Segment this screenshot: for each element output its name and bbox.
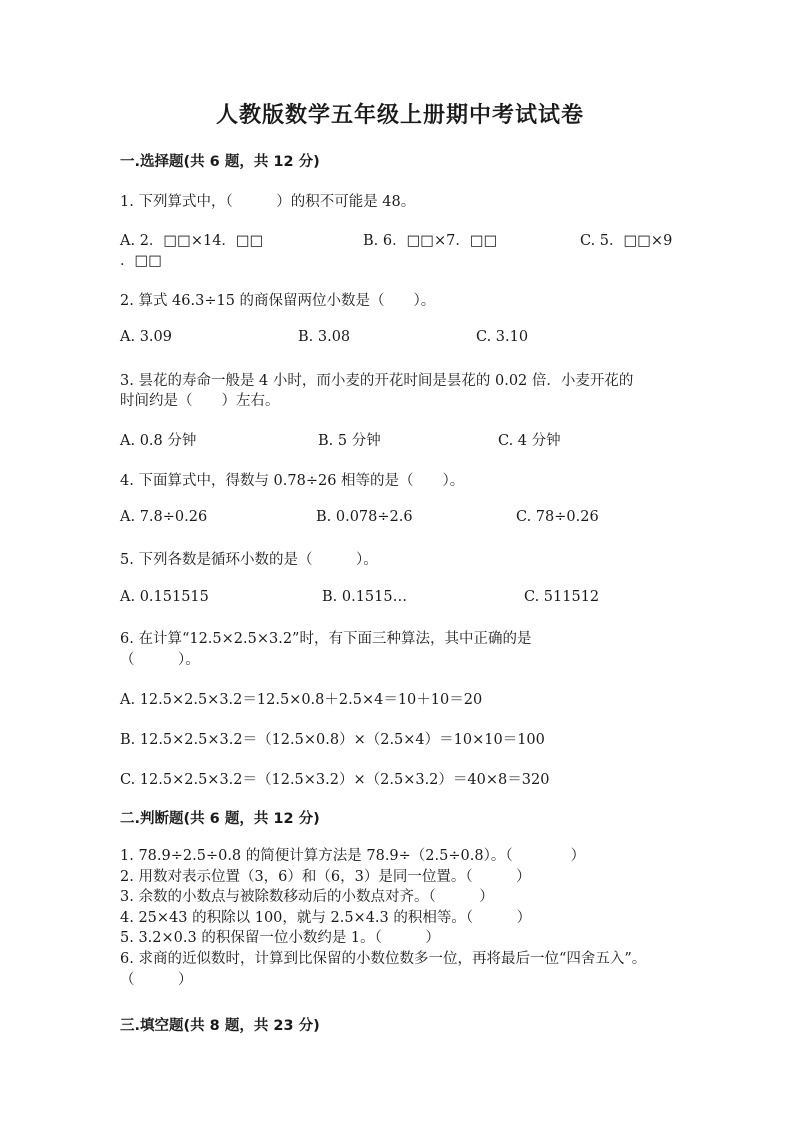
question-1-option-a: A. 2．□□×14．□□ <box>120 233 264 249</box>
question-1-stem: 1. 下列算式中，（ ）的积不可能是 48。 <box>120 194 416 210</box>
question-1-option-c: C. 5．□□×9 <box>580 233 673 249</box>
question-3-stem-line-1: 3. 昙花的寿命一般是 4 小时，而小麦的开花时间是昙花的 0.02 倍．小麦开花的 <box>120 373 634 389</box>
question-6-option-a: A. 12.5×2.5×3.2＝12.5×0.8＋2.5×4＝10＋10＝20 <box>120 692 483 708</box>
section-heading-fill: 三.填空题(共 8 题，共 23 分) <box>120 1018 320 1034</box>
question-4-option-c: C. 78÷0.26 <box>516 509 599 525</box>
question-1-option-c-continued: ．□□ <box>120 253 162 269</box>
question-4-option-a: A. 7.8÷0.26 <box>120 509 208 525</box>
judge-question-4: 4. 25×43 的积除以 100，就与 2.5×4.3 的积相等。（ ） <box>120 909 532 926</box>
question-2-option-c: C. 3.10 <box>476 329 529 345</box>
question-5-option-c: C. 511512 <box>524 589 600 605</box>
judge-question-list <box>120 846 690 990</box>
question-1-option-b: B. 6．□□×7．□□ <box>363 233 498 249</box>
question-3-stem-line-2: 时间约是（ ）左右。 <box>120 393 280 409</box>
section-heading-choice: 一.选择题(共 6 题，共 12 分) <box>120 154 320 170</box>
question-6-stem-line-1: 6. 在计算“12.5×2.5×3.2”时，有下面三种算法，其中正确的是 <box>120 631 532 647</box>
judge-question-2: 2. 用数对表示位置（3，6）和（6，3）是同一位置。（ ） <box>120 868 531 885</box>
question-2-option-b: B. 3.08 <box>298 329 351 345</box>
section-heading-judge: 二.判断题(共 6 题，共 12 分) <box>120 811 320 827</box>
question-4-stem: 4. 下面算式中，得数与 0.78÷26 相等的是（ ）。 <box>120 473 465 489</box>
question-2-stem: 2. 算式 46.3÷15 的商保留两位小数是（ ）。 <box>120 293 436 309</box>
question-6-stem-line-2: （ ）。 <box>120 652 200 668</box>
judge-question-3: 3. 余数的小数点与被除数移动后的小数点对齐。（ ） <box>120 889 494 906</box>
question-6-option-c: C. 12.5×2.5×3.2＝（12.5×3.2）×（2.5×3.2）＝40×8＝320 <box>120 772 550 788</box>
judge-question-6: 6. 求商的近似数时，计算到比保留的小数位数多一位，再将最后一位“四舍五入”。（ ） <box>120 950 647 988</box>
question-2-option-a: A. 3.09 <box>120 329 172 345</box>
question-5-stem: 5. 下列各数是循环小数的是（ ）。 <box>120 552 378 568</box>
question-3-option-b: B. 5 分钟 <box>318 433 381 449</box>
judge-question-5: 5. 3.2×0.3 的积保留一位小数约是 1。（ ） <box>120 930 440 947</box>
question-4-option-b: B. 0.078÷2.6 <box>316 509 413 525</box>
page-title: 人教版数学五年级上册期中考试试卷 <box>215 103 584 128</box>
question-5-option-a: A. 0.151515 <box>120 589 209 605</box>
judge-question-1: 1. 78.9÷2.5÷0.8 的简便计算方法是 78.9÷（2.5÷0.8）。（ ） <box>120 848 586 864</box>
question-6-option-b: B. 12.5×2.5×3.2＝（12.5×0.8）×（2.5×4）＝10×10＝100 <box>120 732 545 748</box>
question-5-option-b: B. 0.1515… <box>322 589 408 605</box>
question-3-option-c: C. 4 分钟 <box>498 433 561 449</box>
question-3-option-a: A. 0.8 分钟 <box>120 433 197 449</box>
